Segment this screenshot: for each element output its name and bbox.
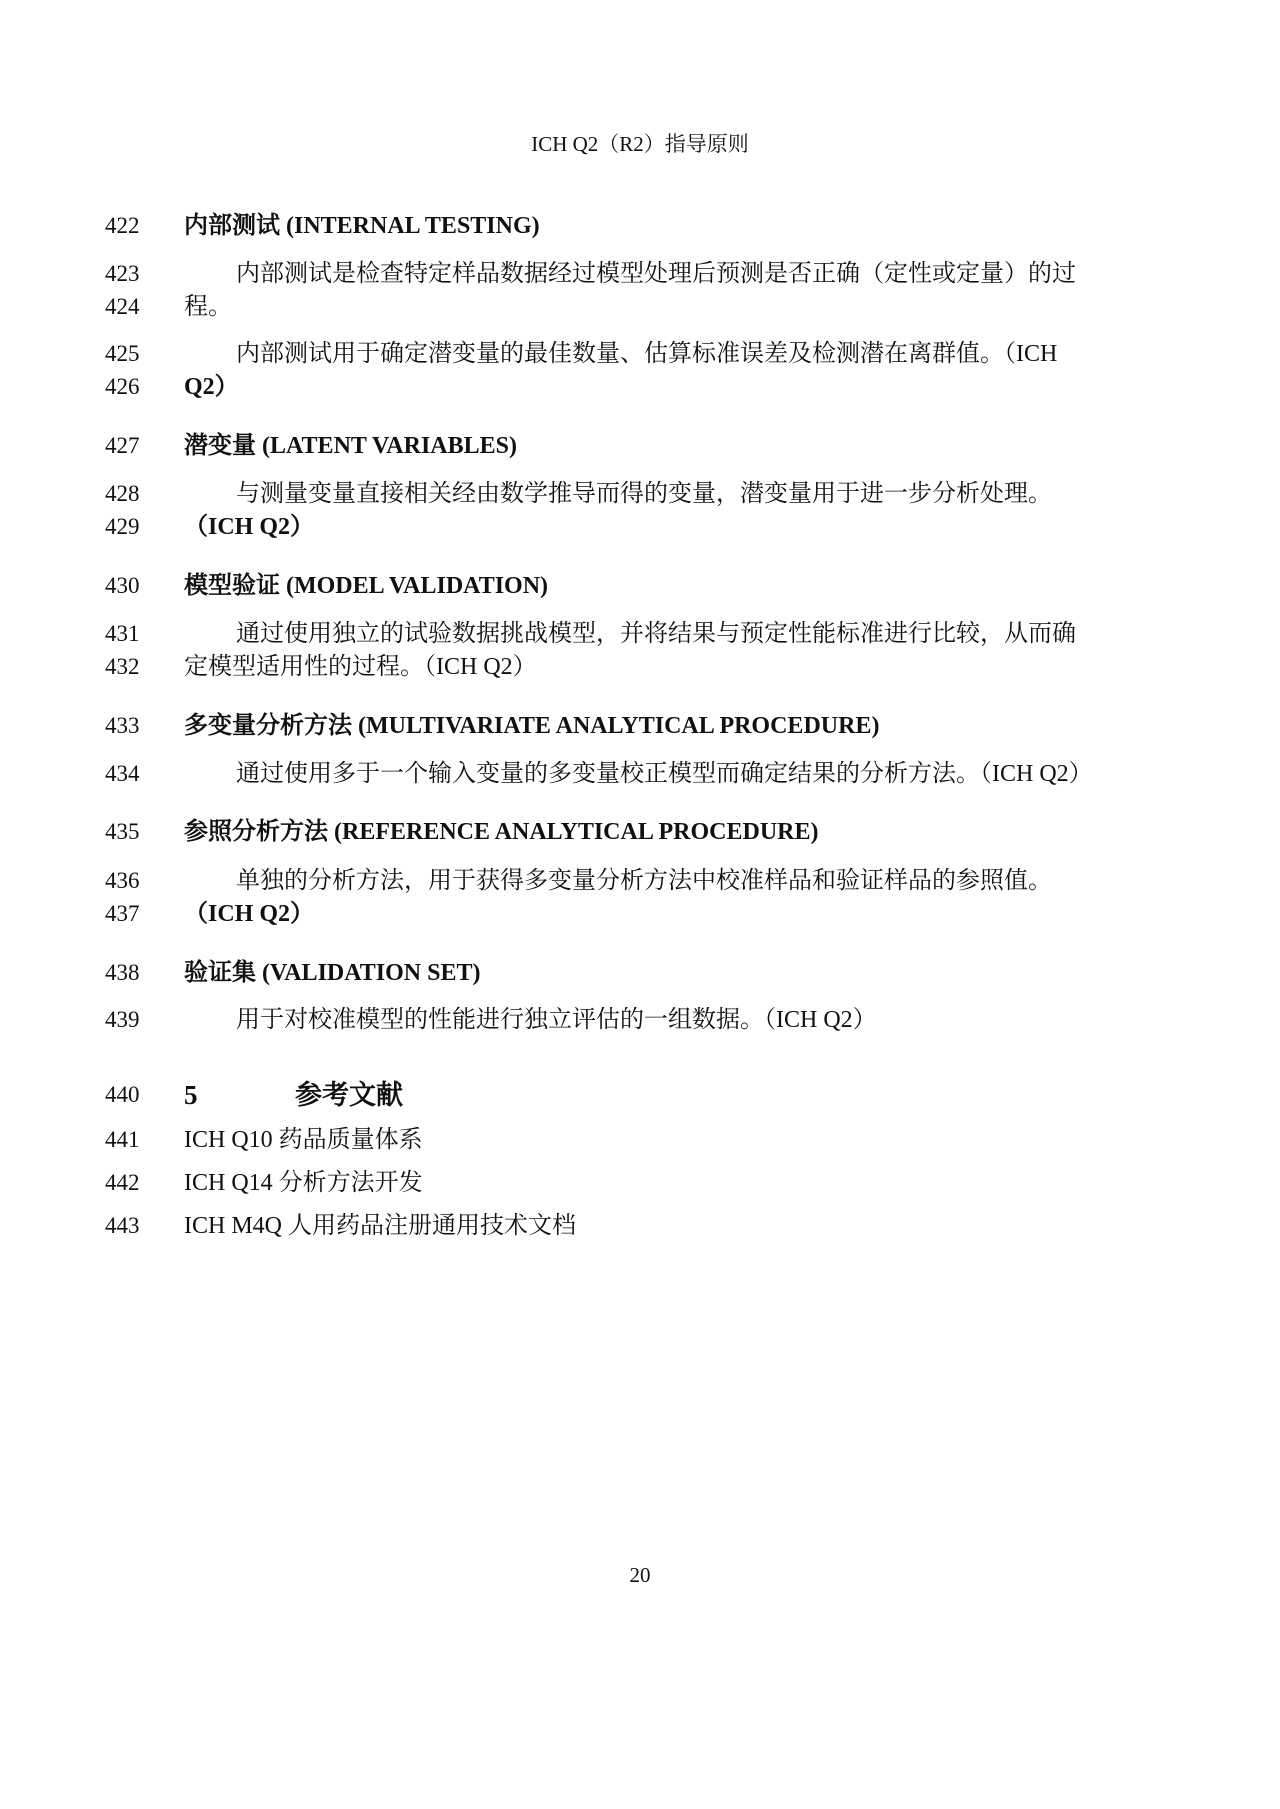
line-437 [0, 896, 1280, 932]
term-heading: 模型验证 (MODEL VALIDATION) [184, 573, 549, 599]
line-430 [0, 568, 1280, 604]
paragraph-text: （ICH Q2） [184, 901, 315, 927]
line-438 [0, 955, 1280, 991]
term-heading: 潜变量 (LATENT VARIABLES) [184, 433, 517, 459]
line-426 [0, 369, 1280, 405]
term-heading: 参照分析方法 (REFERENCE ANALYTICAL PROCEDURE) [184, 819, 819, 845]
line-434 [0, 756, 1280, 792]
line-436 [0, 863, 1280, 899]
line-435 [0, 814, 1280, 850]
line-number: 433 [105, 713, 140, 738]
running-header: ICH Q2（R2）指导原则 [531, 132, 749, 156]
line-number: 427 [105, 433, 140, 458]
reference-item: ICH Q10 药品质量体系 [184, 1127, 423, 1153]
line-number: 422 [105, 213, 140, 238]
page-number: 20 [629, 1563, 651, 1587]
term-heading: 内部测试 (INTERNAL TESTING) [184, 213, 540, 239]
line-number: 430 [105, 573, 140, 598]
line-number: 437 [105, 901, 140, 926]
line-428 [0, 476, 1280, 512]
line-number: 434 [105, 761, 140, 786]
section-number: 5 [184, 1080, 198, 1110]
paragraph-text: 用于对校准模型的性能进行独立评估的一组数据。（ICH Q2） [236, 1007, 877, 1033]
term-heading: 验证集 (VALIDATION SET) [184, 960, 481, 986]
line-number: 429 [105, 514, 140, 539]
section-title: 参考文献 [295, 1080, 403, 1110]
paragraph-text: 与测量变量直接相关经由数学推导而得的变量，潜变量用于进一步分析处理。 [236, 481, 1052, 507]
line-440 [0, 1077, 1280, 1113]
line-429 [0, 509, 1280, 545]
line-number: 440 [105, 1082, 140, 1107]
reference-item: ICH M4Q 人用药品注册通用技术文档 [184, 1213, 577, 1239]
line-number: 424 [105, 294, 140, 319]
line-number: 443 [105, 1213, 140, 1238]
line-number: 428 [105, 481, 140, 506]
reference-item: ICH Q14 分析方法开发 [184, 1170, 423, 1196]
line-431 [0, 616, 1280, 652]
line-443 [0, 1208, 1280, 1244]
line-number: 441 [105, 1127, 140, 1152]
line-441 [0, 1122, 1280, 1158]
line-427 [0, 428, 1280, 464]
paragraph-text: 通过使用独立的试验数据挑战模型，并将结果与预定性能标准进行比较，从而确 [236, 621, 1076, 647]
line-432 [0, 649, 1280, 685]
paragraph-text: Q2） [184, 374, 239, 400]
paragraph-text: （ICH Q2） [184, 514, 315, 540]
line-424 [0, 289, 1280, 325]
term-heading: 多变量分析方法 (MULTIVARIATE ANALYTICAL PROCEDURE) [184, 713, 880, 739]
line-number: 425 [105, 341, 140, 366]
line-number: 426 [105, 374, 140, 399]
line-number: 436 [105, 868, 140, 893]
paragraph-text: 程。 [184, 294, 232, 320]
line-number: 438 [105, 960, 140, 985]
line-422 [0, 208, 1280, 244]
line-442 [0, 1165, 1280, 1201]
line-number: 431 [105, 621, 140, 646]
line-number: 423 [105, 261, 140, 286]
line-number: 432 [105, 654, 140, 679]
paragraph-text: 通过使用多于一个输入变量的多变量校正模型而确定结果的分析方法。（ICH Q2） [236, 761, 1093, 787]
paragraph-text: 单独的分析方法，用于获得多变量分析方法中校准样品和验证样品的参照值。 [236, 868, 1052, 894]
paragraph-text: 内部测试用于确定潜变量的最佳数量、估算标准误差及检测潜在离群值。（ICH [236, 341, 1058, 367]
paragraph-text: 定模型适用性的过程。（ICH Q2） [184, 654, 537, 680]
line-number: 435 [105, 819, 140, 844]
line-number: 442 [105, 1170, 140, 1195]
line-433 [0, 708, 1280, 744]
paragraph-text: 内部测试是检查特定样品数据经过模型处理后预测是否正确（定性或定量）的过 [236, 261, 1076, 287]
line-439 [0, 1002, 1280, 1038]
line-number: 439 [105, 1007, 140, 1032]
line-423 [0, 256, 1280, 292]
line-425 [0, 336, 1280, 372]
